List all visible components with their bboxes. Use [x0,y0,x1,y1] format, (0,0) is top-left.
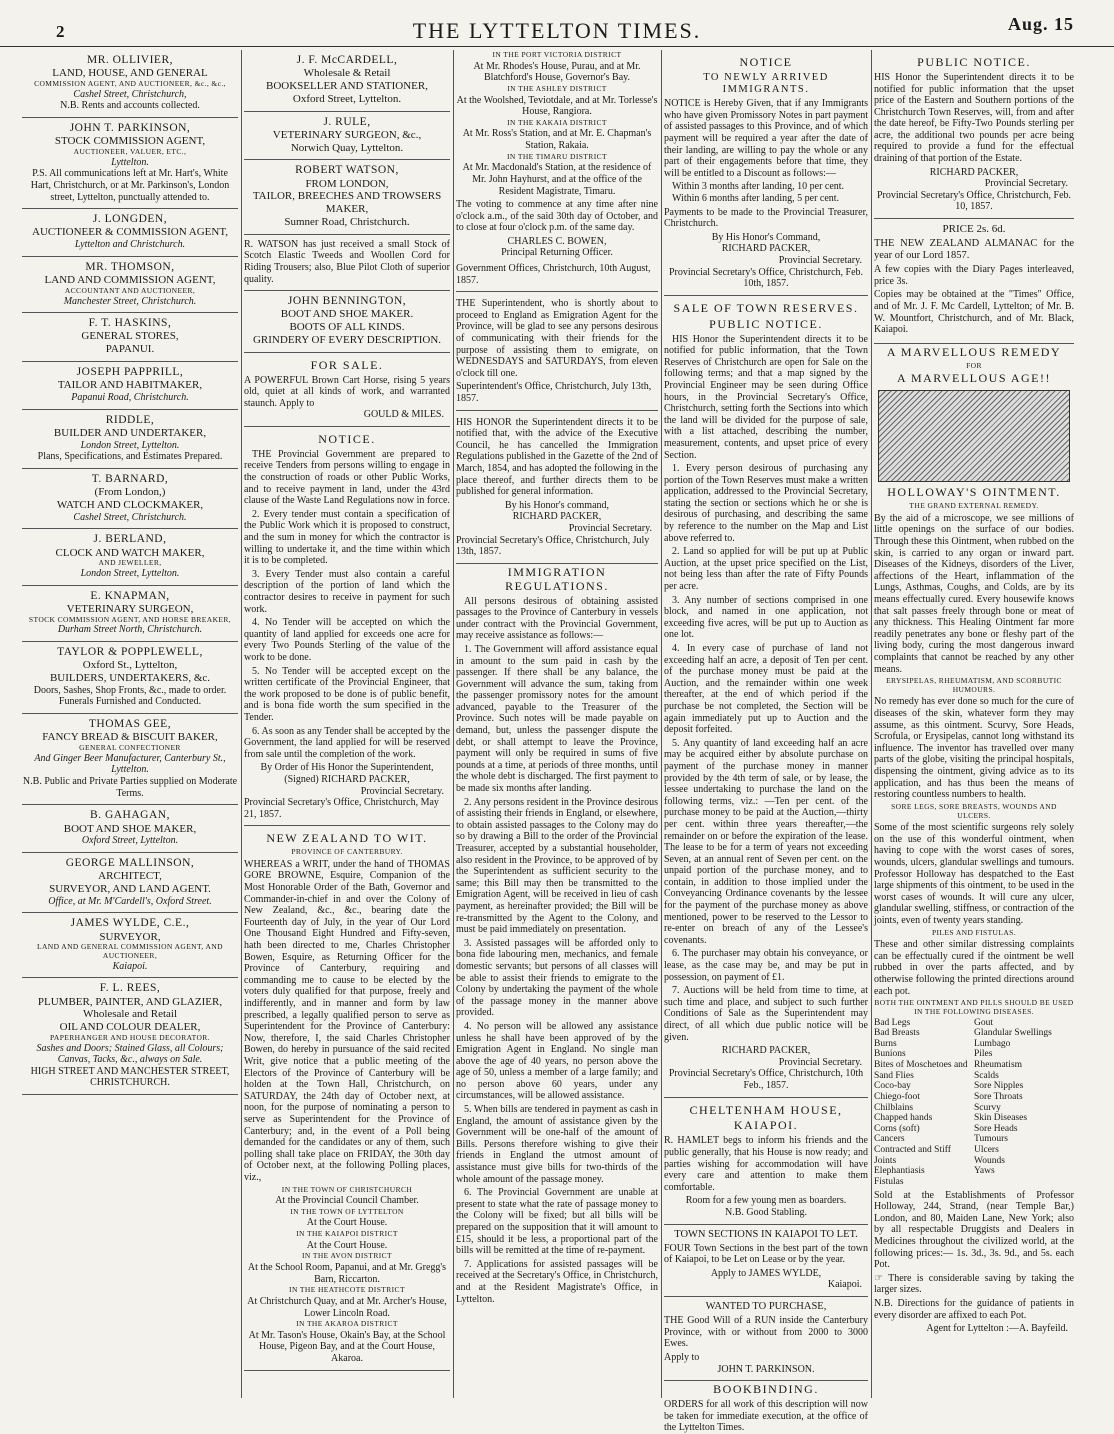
business-card [22,410,238,469]
business-subtitle: ACCOUNTANT AND AUCTIONEER, [64,285,196,295]
business-name: F. L. REES, [99,982,161,995]
polling-district: IN THE HEATHCOTE DISTRICT [289,1285,405,1295]
business-card [22,118,238,209]
disease-item: Skin Diseases [974,1113,1028,1124]
issue-date: Aug. 15 [1007,14,1074,34]
disease-item: Chiego-foot [874,1091,920,1102]
business-name: JAMES WYLDE, C.E., [70,917,190,930]
polling-place: At the Court House. [306,1217,388,1229]
business-line: Oxford Street, Lyttelton. [292,92,402,105]
business-name: J. RULE, [323,115,371,128]
disease-item: Scurvy [974,1102,1001,1113]
polling-district: IN THE TOWN OF CHRISTCHURCH [281,1184,413,1194]
disease-item: Fistulas [874,1176,904,1187]
disease-item: Bunions [874,1049,906,1060]
superintendent-notice: HIS HONOR the Superintendent directs it to be notified that, with the advice of the Executive Council, he has cancelled the Immigration Regulations published in the Gazette of the 2nd of March, 1854, and has adopted the following in the place thereof, and further directs them to be published for general information. By his Honor's command, RICHARD PACKER, Provincial Secretary. Provincial Secretary's Office, Christchurch, July 13th, 1857. [456,411,658,564]
business-line: Wholesale and Retail [82,1008,178,1021]
business-address: Kaiapoi. [112,960,148,972]
disease-item: Bad Breasts [874,1028,920,1039]
business-line: SURVEYOR, [99,930,161,943]
column-5 [874,50,1074,1398]
masthead [0,0,1114,47]
sale-paragraph: 1. Every person desirous of purchasing any portion of the Town Reserves must make a written application, addressed to the Provincial Secretary, stating the section or sections which he or she is desirous of purchasing, and describing the same by reference to the number on the Map and List above referred to. [664,463,868,544]
business-name: T. BARNARD, [91,472,169,485]
business-card [22,529,238,585]
business-address: London Street, Lyttelton. [80,439,180,451]
polling-district: IN THE AVON DISTRICT [301,1251,393,1261]
disease-item: Yaws [974,1166,995,1177]
polling-place: At Mr. Rhodes's House, Purau, and at Mr. Blatchford's House, Governor's Bay. [473,60,641,84]
business-address: Oxford Street, Lyttelton. [81,835,179,847]
business-card [22,362,238,410]
polling-district: IN THE TOWN OF LYTTELTON [290,1206,404,1216]
business-name: E. KNAPMAN, [90,589,170,602]
column-3: IN THE PORT VICTORIA DISTRICT At Mr. Rhodes's House, Purau, and at Mr. Blatchford's House, Governor's Bay. IN THE ASHLEY DISTRICT At the Woolshed, Teviotdale, and at Mr. Torlesse's House, Rangiora. IN THE KAKAIA DISTRICT At Mr. Ross's Station, and at Mr. E. Chapman's Station, Rakaia. IN THE TIMARU DISTRICT At Mr. Macdonald's Station, at the residence of Mr. John Hayhurst, and at the office of the Resident Magistrate, Timaru. The voting to commence at any time after nine o'clock a.m., of the said 30th day of October, and to close at four o'clock p.m. of the same day. CHARLES C. BOWEN, Principal Returning Officer. Government Offices, Christchurch, 10th August, 1857. THE Superintendent, who is shortly about to proceed to England as Emigration Agent for the Province, will be glad to see any persons desirous of communicating with their friends for the purpose of assisting them to emigrate, on WEDNESDAYS and SATURDAYS, from eleven o'clock till one. Superintendent's Office, Christchurch, July 13th, 1857. HIS HONOR the Superintendent directs it to be notified that, with the advice of the Executive Council, he has cancelled the Immigration Regulations published in the Gazette of the 2nd of March, 1854, and has adopted the following in the place thereof, and further directs them to be published for general information. By his Honor's command, RICHARD PACKER, Provincial Secretary. Provincial Secretary's Office, Christchurch, July 13th, 1857. IMMIGRATION REGULATIONS. All persons desirous of obtaining assisted passages to the Province of Canterbury in vessels under contract with the Provincial Government, may receive assistance as follows:— 1. The Government will afford assistance equal in amount to the sum paid in cash by the passenger. If there shall be any balance, the Government will advance the sum, taking from the passenger promissory notes for the amount advanced, payable to the Treasurer of the Province. Such notes will be made payable on demand, but, unless the passenger dispute the debt, or shall attempt to leave the Province, payment will only be required in sums of five pounds at a time, at periods of three months, until the whole debt is discharged. The first payment to be made six months after landing. 2. Any persons resident in the Province desirous of assisting their friends in England, or elsewhere, to obtain assisted passages to the Colony may do so by drawing a Bill to the order of the Provincial Treasurer, accepted by a substantial householder, also resident in the Province, to be approved of by the Superintendent as sufficient security to the same; this Bill may then be transmitted to the Emigration Agent, will be received in lieu of cash payment, as hereinafter provided; the Bill will be re-transmitted by the Agent to the Colony, and must be paid immediately on presentation. 3. Assisted passages will be afforded only to bona fide labouring men, mechanics, and female domestic servants; but persons of all classes will be able to assist their friends to emigrate to the Colony by undertaking the payment of the whole of the passage money in the manner above provided. 4. No person will be allowed any assistance unless he shall have been approved of by the Emigration Agent in England. No single man above the age of 40 years, no person above the age of 50, unless a member of a large family; and no person above 60 years, under any circumstances, will be allowed assistance. 5. When bills are tendered in payment as cash in England, the amount of assistance given by the Government will be one-half of the amount of Bills. Persons therefore wishing to give their friends in England the utmost amount of assistance must give bills for two-thirds of the whole amount of the passage money. 6. The Provincial Government are unable at present to state what the rate of passage money to the Colony will be fixed; but all bills will be prepared on the supposition that it will amount to £15, should it be less, a proportional part of the bills will be remitted at the time of re-payment. 7. Applications for assisted passages will be received at the Secretary's Office, in Christchurch, and at the Resident Magistrate's Office, in Lyttelton. [456,50,658,1305]
business-line: BUILDER AND UNDERTAKER, [53,426,207,439]
column-rule [453,50,454,1398]
business-line: (From London,) [94,486,166,499]
notice-paragraph: 3. Every Tender must also contain a careful description of the portion of land which the contractor desires to receive in payment for such work. [244,568,450,615]
business-card [22,805,238,853]
business-line: Norwich Quay, Lyttelton. [290,141,404,154]
disease-item: Contracted and Stiff Joints [874,1145,951,1166]
bennington-advert: JOHN BENNINGTON, BOOT AND SHOE MAKER. BOOTS OF ALL KINDS. GRINDERY OF EVERY DESCRIPTION. [244,291,450,353]
writ-notice: NEW ZEALAND TO WIT. PROVINCE OF CANTERBURY. WHEREAS a WRIT, under the hand of THOMAS GORE BROWNE, Esquire, Companion of the Most Honorable Order of the Bath, Governor and Commander-in-chief in and over the Colony of New Zealand, &c., &c., bearing date the Fourteenth day of July, in the year of Our Lord One Thousand Eight Hundred and Fifty-seven, hath been directed to me, Charles Christopher Bowen, Esquire, as Returning Officer for the Province of Canterbury, requiring and commanding me to cause to be elected by the voters duly qualified for that purpose, freely and indifferently, and in manner and form by law prescribed, a legally qualified person to serve as Superintendent for the Province of Canterbury: Now, therefore, I, the said Charles Christopher Bowen, do hereby in pursuance of the said recited Writ, give notice that a public meeting of the Electors of the Province of Canterbury will be holden at the Town Hall, Christchurch, on SATURDAY, the 24th day of October next, at noon, for the purpose of nominating a person to serve as Superintendent for the Province of Canterbury; and, in the event of a Poll being demanded for the candidates or any of them, such polling shall take place on FRIDAY, the 30th day of October next, at the following Polling places, viz., IN THE TOWN OF CHRISTCHURCH At the Provincial Council Chamber. IN THE TOWN OF LYTTELTON At the Court House. IN THE KAIAPOI DISTRICT At the Court House. IN THE AVON DISTRICT At the School Room, Papanui, and at Mr. Gregg's Barn, Riccarton. IN THE HEATHCOTE DISTRICT At Christchurch Quay, and at Mr. Archer's House, Lower Lincoln Road. IN THE AKAROA DISTRICT At Mr. Tason's House, Okain's Bay, at the School House, Pigeon Bay, and at the Court House, Akaroa. [244,826,450,1370]
column-rule [871,50,872,1398]
business-line: Wholesale & Retail [303,67,391,80]
disease-item: Cancers [874,1134,905,1145]
immigration-regulations: IMMIGRATION REGULATIONS. All persons desirous of obtaining assisted passages to the Province of Canterbury in vessels under contract with the Provincial Government, may receive assistance as follows:— 1. The Government will afford assistance equal in amount to the sum paid in cash by the passenger. If there shall be any balance, the Government will advance the sum, taking from the passenger promissory notes for the amount advanced, payable to the Treasurer of the Province. Such notes will be made payable on demand, but, unless the passenger dispute the debt, or shall attempt to leave the Province, payment will only be required in sums of five pounds at a time, at periods of three months, until the whole debt is discharged. The first payment to be made six months after landing. 2. Any persons resident in the Province desirous of assisting their friends in England, or elsewhere, to obtain assisted passages to the Colony may do so by drawing a Bill to the order of the Provincial Treasurer, accepted by a substantial householder, also resident in the Province, to be approved of by the Superintendent as sufficient security to the same; this Bill may then be transmitted to the Emigration Agent, will be received in lieu of cash payment, as hereinafter provided; the Bill will be re-transmitted by the Agent to the Colony, and must be paid immediately on presentation. 3. Assisted passages will be afforded only to bona fide labouring men, mechanics, and female domestic servants; but persons of all classes will be able to assist their friends to emigrate to the Colony by undertaking the payment of the whole of the passage money in the manner above provided. 4. No person will be allowed any assistance unless he shall have been approved of by the Emigration Agent in England. No single man above the age of 40 years, no person above the age of 50, unless a member of a large family; and no person above 60 years, under any circumstances, will be allowed assistance. 5. When bills are tendered in payment as cash in England, the amount of assistance given by the Government will be one-half of the amount of Bills. Persons therefore wishing to give their friends in England the utmost amount of assistance must give bills for two-thirds of the whole amount of the passage money. 6. The Provincial Government are unable at present to state what the rate of passage money to the Colony will be fixed; but all bills will be prepared on the supposition that it will amount to £15, should it be less, a proportional part of the bills will be remitted at the time of re-payment. 7. Applications for assisted passages will be received at the Secretary's Office, in Christchurch, and at the Resident Magistrate's Office, in Lyttelton. [456,564,658,1305]
polling-place: At the Woolshed, Teviotdale, and at Mr. Torlesse's House, Rangiora. [456,94,658,118]
business-line: GENERAL STORES, [81,330,179,343]
disease-item: Lumbago [974,1038,1011,1049]
business-address: Office, at Mr. M'Cardell's, Oxford Street. [48,895,212,907]
business-card [22,714,238,805]
disease-item: Chilblains [874,1102,914,1113]
business-subtitle: PAPERHANGER AND HOUSE DECORATOR. [50,1032,210,1042]
business-line: LAND AND COMMISSION AGENT, [44,274,216,287]
column-1 [22,50,238,1398]
sale-paragraph: 3. Any number of sections comprised in one block, and named in one application, not exceeding five acres, will be put up to Auction as one lot. [664,594,868,641]
polling-place: At the Court House. [306,1239,388,1251]
business-line: WATCH AND CLOCKMAKER, [56,498,204,511]
disease-item: Chapped hands [874,1113,933,1124]
page-number: 2 [56,22,65,41]
business-address: Lyttelton and Christchurch. [74,239,186,251]
wanted-advert: WANTED TO PURCHASE, THE Good Will of a RUN inside the Canterbury Province, with or without from 2000 to 3000 Ewes. Apply to JOHN T. PARKINSON. [664,1297,868,1381]
disease-item: Piles [974,1049,993,1060]
disease-item: Ulcers [974,1145,999,1156]
disease-item: Wounds [974,1155,1005,1166]
disease-item: Coco-bay [874,1081,911,1092]
business-card [244,160,450,234]
immigrants-notice: NOTICE TO NEWLY ARRIVED IMMIGRANTS. NOTICE is Hereby Given, that if any Immigrants who have given Promissory Notes in part payment of assisted passages to this Province, and of which payment will be required a year after the date of their landing, are willing to pay the whole or any part of their engagements before that time, they will be entitled to a Discount as follows:— Within 3 months after landing, 10 per cent. Within 6 months after landing, 5 per cent. Payments to be made to the Provincial Treasurer, Christchurch. By His Honor's Command, RICHARD PACKER, Provincial Secretary. Provincial Secretary's Office, Christchurch, Feb. 10th, 1857. [664,50,868,296]
disease-item: Elephantiasis [874,1166,925,1177]
polling-place: At Mr. Macdonald's Station, at the residence of Mr. John Hayhurst, and at the office of the Resident Magistrate, Timaru. [462,162,652,197]
polling-district: IN THE AKAROA DISTRICT [296,1319,398,1329]
business-line: FANCY BREAD & BISCUIT BAKER, [42,731,218,744]
regulation-paragraph: All persons desirous of obtaining assisted passages to the Province of Canterbury in vessels under contract with the Provincial Government, may receive assistance as follows:— [456,595,658,642]
regulation-paragraph: 6. The Provincial Government are unable at present to state what the rate of passage money to the Colony will be fixed; but all bills will be prepared on the supposition that it will amount to £15, should it be less, a proportional part of the bills will be remitted at the time of re-payment. [456,1187,658,1257]
business-card [22,209,238,257]
column-2 [244,50,450,1398]
disease-item: Bites of Moschetoes and Sand Flies [874,1060,968,1081]
regulation-paragraph: 2. Any persons resident in the Province desirous of assisting their friends in England, or elsewhere, to obtain assisted passages to the Colony may do so by drawing a Bill to the order of the Provincial Treasurer, accepted by a substantial householder, also resident in the Province, to be approved of by the Superintendent as sufficient security to the same; this Bill may then be transmitted to the Emigration Agent, will be received in lieu of cash payment, as hereinafter provided; the Bill will be re-transmitted by the Agent to the Colony, and must be paid immediately on presentation. [456,796,658,936]
business-note: Doors, Sashes, Shop Fronts, &c., made to order. Funerals Furnished and Conducted. [33,684,227,708]
tender-notice: NOTICE. THE Provincial Government are prepared to receive Tenders from persons willing to engage in the construction of roads or other Public Works, and to receive payment in land, under the 43rd clause of the Waste Land Regulations now in force. 2. Every tender must contain a specification of the Public Work which it is proposed to construct, and the sum in money for which the contractor is willing to undertake it, and the time within which it is to be completed. 3. Every Tender must also contain a careful description of the portion of land which the contractor desires to receive in payment for such work. 4. No Tender will be accepted on which the quantity of land applied for exceeds one acre for every Two Pounds Sterling of the value of the work to be done. 5. No Tender will be accepted except on the written certificate of the Provincial Engineer, that the work proposed to be done is of public benefit, and is bona fide worth the sum specified in the Tender. 6. As soon as any Tender shall be accepted by the Government, the land applied for will be reserved from sale until the completion of the work. By Order of His Honor the Superintendent, (Signed) RICHARD PACKER, Provincial Secretary. Provincial Secretary's Office, Christchurch, May 21, 1857. [244,427,450,826]
business-address: Lyttelton. [111,156,149,168]
business-subtitle: STOCK COMMISSION AGENT, AND HORSE BREAKER, [28,614,232,624]
disease-item: Corns (soft) [874,1123,920,1134]
business-line: BUILDERS, UNDERTAKERS, &c. [49,672,211,685]
column-rule [661,50,662,1398]
business-name: THOMAS GEE, [88,718,172,731]
business-note: Plans, Specifications, and Estimates Prepared. [37,451,223,463]
business-address: London Street, Lyttelton. [80,568,180,580]
disease-item: Gout [974,1017,993,1028]
business-note: N.B. Public and Private Parties supplied on Moderate Terms. [22,776,238,799]
column-4 [664,50,868,1434]
polling-place: At Mr. Ross's Station, and at Mr. E. Chapman's Station, Rakaia. [462,128,652,152]
business-note: HIGH STREET AND MANCHESTER STREET, CHRISTCHURCH. [30,1065,230,1089]
business-name: JOSEPH PAPPRILL, [76,365,184,378]
business-name: JOHN T. PARKINSON, [69,121,191,134]
polling-district: IN THE KAKAIA DISTRICT [507,117,607,127]
business-card [244,112,450,161]
business-note: N.B. Rents and accounts collected. [60,100,200,112]
business-line: TAILOR AND HABITMAKER, [57,379,203,392]
business-line: STOCK COMMISSION AGENT, [54,135,206,148]
business-line: CLOCK AND WATCH MAKER, [55,546,205,559]
polling-place: At the School Room, Papanui, and at Mr. Gregg's Barn, Riccarton. [247,1262,447,1285]
business-name: B. GAHAGAN, [90,809,170,822]
business-line: VETERINARY SURGEON, &c., [272,128,422,141]
business-line: SURVEYOR, AND LAND AGENT. [49,882,211,895]
business-name: MR. THOMSON, [85,260,175,273]
cheltenham-house-advert: CHELTENHAM HOUSE, KAIAPOI. R. HAMLET begs to inform his friends and the public generally, that his House is now ready; and parties wishing for accommodation will have every care and attention to make them comfortable. Room for a few young men as boarders. N.B. Good Stabling. [664,1098,868,1225]
regulation-paragraph: 7. Applications for assisted passages will be received at the Secretary's Office, in Christchurch, and at the Resident Magistrate's Office, in Lyttelton. [456,1258,658,1305]
business-name: TAYLOR & POPPLEWELL, [57,646,203,659]
holloway-engraving [878,390,1070,482]
polling-place: At Mr. Tason's House, Okain's Bay, at the School House, Pigeon Bay, and at the Court House, Akaroa. [248,1329,446,1364]
bookbinding-advert: BOOKBINDING. ORDERS for all work of this description will now be taken for immediate execution, at the office of the Lyttelton Times. [664,1382,868,1434]
business-line: TAILOR, BREECHES AND TROWSERS MAKER, [252,190,442,216]
business-line: VETERINARY SURGEON, [66,603,194,615]
business-line: OIL AND COLOUR DEALER, [59,1021,201,1034]
business-name: MR. OLLIVIER, [86,54,174,66]
polling-place: At Christchurch Quay, and at Mr. Archer's House, Lower Lincoln Road. [247,1295,447,1319]
notice-paragraph: 2. Every tender must contain a specification of the Public Work which it is proposed to construct, and the sum in money for which the contractor is willing to undertake it, and the time within which it is to be completed. [244,508,450,567]
business-subtitle: LAND AND GENERAL COMMISSION AGENT, AND AUCTIONEER, [36,942,224,961]
regulation-paragraph: 3. Assisted passages will be afforded only to bona fide labouring men, mechanics, and female domestic servants; but persons of all classes will be able to assist their friends to emigrate to the Colony by undertaking the payment of the whole of the passage money in the manner above provided. [456,937,658,1019]
public-notice: PUBLIC NOTICE. HIS Honor the Superintendent directs it to be notified for public information that the upset price of the Eastern and Southern portions of the Christchurch Town Reserves, will, from and after the date hereof, be Fifty-Two Pounds sterling per acre, the additional two pounds per acre being required to provide a fund for the effectual draining of that portion of the Estate. RICHARD PACKER, Provincial Secretary. Provincial Secretary's Office, Christchurch, Feb. 10, 1857. [874,50,1074,219]
business-name: ROBERT WATSON, [295,164,399,177]
business-subtitle: GENERAL CONFECTIONER [79,743,181,753]
disease-item: Sore Heads [974,1123,1018,1134]
sale-paragraph: 7. Auctions will be held from time to time, at such time and place, and subject to such further Conditions of Sale as the Superintendent may direct, of all which due public notice will be given. [664,985,868,1043]
notice-paragraph: THE Provincial Government are prepared to receive Tenders from persons willing to engage in the construction of roads or other Public Works, and to receive payment in land, under the 43rd clause of the Waste Land Regulations now in force. [244,448,450,507]
business-card [244,50,450,112]
notice-paragraph: 5. No Tender will be accepted except on the written certificate of the Provincial Engineer, that the work proposed to be done is of public benefit, and is bona fide worth the sum specified in the Tender. [244,665,450,723]
business-name: F. T. HASKINS, [88,317,172,330]
business-line: PLUMBER, PAINTER, AND GLAZIER, [37,995,223,1008]
business-address: Sashes and Doors; Stained Glass, all Colours; Canvas, Tacks, &c., always on Sale. [36,1042,224,1066]
regulation-paragraph: 4. No person will be allowed any assistance unless he shall have been approved of by the Emigration Agent in England. No single man above the age of 40 years, no person above the age of 50, unless a member of a large family; and no person above 60 years, under any circumstances, will be allowed assistance. [456,1020,658,1102]
notice-paragraph: 6. As soon as any Tender shall be accepted by the Government, the land applied for will be reserved from sale until the completion of the work. [244,725,450,760]
business-line: PAPANUI. [105,343,155,356]
business-address: And Ginger Beer Manufacturer, Canterbury St., Lyttelton. [34,752,226,776]
polling-district: IN THE KAIAPOI DISTRICT [296,1229,398,1239]
business-subtitle: COMMISSION AGENT, AND AUCTIONEER, &c., &c., [34,79,226,89]
business-name: J. LONGDEN, [92,213,168,226]
disease-item: Sore Nipples [974,1081,1024,1092]
disease-item: Scalds [974,1070,999,1081]
disease-item: Rheumatism [974,1060,1023,1071]
business-line: BOOT AND SHOE MAKER, [63,822,197,835]
business-name: RIDDLE, [105,413,155,426]
column-rule [241,50,242,1398]
sale-paragraph: 2. Land so applied for will be put up at Public Auction, at the upset price specified on the List, not being less than after the rate of Fifty Pounds per acre. [664,546,868,593]
business-card [22,586,238,642]
business-address: Cashel Street, Christchurch. [73,511,187,523]
sale-paragraph: 5. Any quantity of land exceeding half an acre may be acquired either by absolute purchase on payment of the purchase money in manner provided by the 4th term of sale, or by lease, the lessee undertaking to purchase the land on the following terms, viz.: —Ten per cent. of the purchase money to be paid at the Auction,—thirty per cent. within three years thereafter,—the remainder on or before the expiration of the lease. The lease to be for a term of years not exceeding Seven, at an annual rent of Seven per cent. on the unpaid portion of the purchase money, and to contain, in addition to those implied under the Conveyancing Ordinance covenants by the lessee for the payment of the purchase money as above mentioned, power to be reserved to the Lessor to re-enter on breach of any of the Lessee's covenants. [664,737,868,946]
holloway-advert: A MARVELLOUS REMEDY FOR A MARVELLOUS AGE!! HOLLOWAY'S OINTMENT. THE GRAND EXTERNAL REMEDY. By the aid of a microscope, we see millions of little openings on the surface of our bodies. Through these this Ointment, when rubbed on the skin, is carried to any organ or inward part. Diseases of the Kidneys, disorders of the Liver, affections of the Heart, inflammation of the Lungs, Asthmas, Coughs, and Colds, are by its means effectually cured. Every housewife knows that salt passes freely through bone or meat of any thickness. This Healing Ointment far more readily penetrates any bone or fleshy part of the living body, curing the most dangerous inward complaints that cannot be reached by any other means. ERYSIPELAS, RHEUMATISM, AND SCORBUTIC HUMOURS. No remedy has ever done so much for the cure of diseases of the skin, whatever form they may assume, as this ointment. Scurvy, Sore Heads, Scrofula, or Erysipelas, cannot long withstand its influence. The inventor has travelled over many parts of the globe, visiting the principal hospitals, dispensing the ointment, giving advice as to its application, and has thus been the means of restoring countless numbers to health. SORE LEGS, SORE BREASTS, WOUNDS AND ULCERS. Some of the most scientific surgeons rely solely on the use of this wonderful ointment, when having to cope with the worst cases of sores, wounds, ulcers, glandular swellings and tumours. Professor Holloway has despatched to the East large shipments of this ointment, to be used in the worst cases of wounds. It will cure any ulcer, glandular swelling, stiffness, or contraction of the joints, even of twenty years standing. PILES AND FISTULAS. These and other similar distressing complaints can be effectually cured if the ointment be well rubbed in over the parts affected, and by otherwise following the printed directions around each pot. BOTH THE OINTMENT AND PILLS SHOULD BE USED IN THE FOLLOWING DISEASES. Bad Legs Bad Breasts Burns Bunions Bites of Moschetoes and Sand Flies Coco-bay Chiego-foot Chilblains Chapped hands Corns (soft) Cancers Contracted and Stiff Joints Elephantiasis Fistulas Gout Glandular Swellings Lumbago Piles Rheumatism Scalds Sore Nipples Sore Throats Scurvy Skin Diseases Sore Heads Tumours Ulcers Wounds Yaws Sold at the Establishments of Professor Holloway, 244, Strand, (near Temple Bar,) London, and 80, Maiden Lane, New York; also by all respectable Druggists and Dealers in Medicines throughout the civilized world, at the following prices:— 1s. 3d., 3s. 9d., and 5s. each Pot. ☞ There is considerable saving by taking the larger sizes. N.B. Directions for the guidance of patients in every disorder are affixed to each Pot. Agent for Lyttelton :—A. Bayfeild. [874,344,1074,1335]
regulation-paragraph: 5. When bills are tendered in payment as cash in England, the amount of assistance given by the Government will be one-half of the amount of Bills. Persons therefore wishing to give their friends in England the utmost amount of assistance must give bills for two-thirds of the whole amount of the passage money. [456,1104,658,1185]
business-subtitle: AUCTIONEER, VALUER, ETC., [73,147,187,157]
regulation-paragraph: 1. The Government will afford assistance equal in amount to the sum paid in cash by the passenger. If there shall be any balance, the Government will advance the sum, taking from the passenger promissory notes for the amount advanced, payable to the Treasurer of the Province. Such notes will be made payable on demand, but, unless the passenger dispute the debt, or shall attempt to leave the Province, payment will only be required in sums of five pounds at a time, at periods of three months, until the whole debt is discharged. The first payment to be made six months after landing. [456,643,658,795]
polling-district: IN THE ASHLEY DISTRICT [507,83,607,93]
business-card [22,257,238,313]
sale-paragraph: 6. The purchaser may obtain his conveyance, or lease, as the case may be, and may be put in possession, on payment of £1. [664,948,868,983]
business-line: FROM LONDON, [305,177,389,190]
business-name: J. BERLAND, [93,533,167,546]
polling-district: IN THE TIMARU DISTRICT [507,151,607,161]
business-card [22,978,238,1095]
business-address: Durham Street North, Christchurch. [57,624,203,636]
emigration-agent-notice: THE Superintendent, who is shortly about to proceed to England as Emigration Agent for the Province, will be glad to see any persons desirous of communicating with their friends for the purpose of assisting them to emigrate, on WEDNESDAYS and SATURDAYS, from eleven o'clock till one. Superintendent's Office, Christchurch, July 13th, 1857. [456,292,658,410]
business-address: Cashel Street, Christchurch, [73,88,187,100]
business-card [22,469,238,529]
business-card [22,313,238,362]
business-line: Oxford St., Lyttelton, [82,659,178,672]
town-reserves-sale: SALE OF TOWN RESERVES. PUBLIC NOTICE. HIS Honor the Superintendent directs it to be notified for public information, that the Town Reserves of Christchurch are open for Sale on the following terms; and that a map signed by the Provincial Engineer may be seen during Office hours, in the Provincial Secretary's Office, Christchurch, setting forth the Sections into which the land will be divided for the purpose of sale, with a list attached, describing the number, measurement, contents, and upset price of every Section. 1. Every person desirous of purchasing any portion of the Town Reserves must make a written application, addressed to the Provincial Secretary, stating the section or sections which he or she is desirous of purchasing, and describing the same by reference to the number on the Map and List above referred to. 2. Land so applied for will be put up at Public Auction, at the upset price specified on the List, not being less than after the rate of Fifty Pounds per acre. 3. Any number of sections comprised in one block, and named in one application, not exceeding five acres, will be put up to Auction as one lot. 4. In every case of purchase of land not exceeding half an acre, a deposit of Ten per cent. of the purchase money must be paid at the Auction, and the remainder within one week thereafter, at the end of which period if the purchase be not completed, the Section will be again immediately put up to Auction and the deposit forfeited. 5. Any quantity of land exceeding half an acre may be acquired either by absolute purchase on payment of the purchase money in manner provided by the 4th term of sale, or by lease, the lessee undertaking to purchase the land on the following terms, viz.: —Ten per cent. of the purchase money to be paid at the Auction,—thirty per cent. within three years thereafter,—the remainder on or before the expiration of the lease. The lease to be for a term of years not exceeding Seven, at an annual rent of Seven per cent. on the unpaid portion of the purchase money, and to contain, in addition to those implied under the Conveyancing Ordinance covenants by the lessee for the payment of the purchase money as above mentioned, power to be reserved to the Lessor to re-enter on breach of any of the Lessee's covenants. 6. The purchaser may obtain his conveyance, or lease, as the case may be, and may be put in possession, on payment of £1. 7. Auctions will be held from time to time, at such time and place, and subject to such further Conditions of Sale as the Superintendent may direct, of all which due public notice will be given. RICHARD PACKER, Provincial Secretary. Provincial Secretary's Office, Christchurch, 10th Feb., 1857. [664,296,868,1098]
for-sale-advert: FOR SALE. A POWERFUL Brown Cart Horse, rising 5 years old, quiet at all kinds of work, and warranted staunch. Apply to GOULD & MILES. [244,353,450,427]
business-line: Sumner Road, Christchurch. [284,215,410,228]
business-line: ARCHITECT, [98,870,162,883]
business-line: AUCTIONEER & COMMISSION AGENT, [32,226,228,239]
disease-item: Tumours [974,1134,1008,1145]
business-address: Papanui Road, Christchurch. [71,392,189,404]
business-line: LAND, HOUSE, AND GENERAL [52,67,208,80]
watson-advert: R. WATSON has just received a small Stock of Scotch Elastic Tweeds and Woollen Cord for Riding Trousers; also, Blue Pilot Cloth of superior quality. [244,235,450,291]
polling-place: At the Provincial Council Chamber. [275,1195,419,1207]
business-subtitle: AND JEWELLER, [98,558,162,568]
business-card [22,642,238,714]
business-line: BOOKSELLER AND STATIONER, [266,80,428,93]
business-address: Manchester Street, Christchurch. [63,295,197,307]
business-note: P.S. All communications left at Mr. Hart's, White Hart, Christchurch, or at Mr. Parkinson's, London street, Lyttelton, punctually attended to. [30,168,230,203]
disease-item: Burns [874,1038,897,1049]
disease-item: Glandular Swellings [974,1028,1052,1039]
business-name: J. F. McCARDELL, [296,54,398,66]
sale-paragraph: HIS Honor the Superintendent directs it to be notified for public information, that the Town Reserves of Christchurch are open for Sale on the following terms; and that a map signed by the Provincial Engineer may be seen during Office hours, in the Provincial Secretary's Office, Christchurch, setting forth the Sections into which the land will be divided for the purpose of sale, with a list attached, describing the number, measurement, contents, and upset price of every Section. [664,333,868,461]
disease-item: Bad Legs [874,1017,911,1028]
business-name: GEORGE MALLINSON, [65,856,195,869]
business-card [22,50,238,118]
almanac-advert: PRICE 2s. 6d. THE NEW ZEALAND ALMANAC for the year of our Lord 1857. A few copies with the Diary Pages interleaved, price 3s. Copies may be obtained at the "Times" Office, and of Mr. J. F. Mc Cardell, Lyttelton; of Mr. B. W. Mountfort, Christchurch, and of Mr. Black, Kaiapoi. [874,219,1074,344]
business-card [22,913,238,978]
notice-paragraph: 4. No Tender will be accepted on which the quantity of land applied for exceeds one acre for every Two Pounds Sterling of the value of the work to be done. [244,617,450,663]
business-card [22,853,238,913]
kaiapoi-sections-advert: TOWN SECTIONS IN KAIAPOI TO LET. FOUR Town Sections in the best part of the town of Kaiapoi, to be Let on Lease or by the year. Apply to JAMES WYLDE, Kaiapoi. [664,1225,868,1298]
sale-paragraph: 4. In every case of purchase of land not exceeding half an acre, a deposit of Ten per cent. of the purchase money must be paid at the Auction, and the remainder within one week thereafter, at the end of which period if the purchase be not completed, the Section will be again immediately put up to Auction and the deposit forfeited. [664,643,868,736]
diseases-list [874,1018,1074,1188]
disease-item: Sore Throats [974,1091,1023,1102]
newspaper-title: THE LYTTELTON TIMES. [412,18,702,43]
polling-district: IN THE PORT VICTORIA DISTRICT [492,50,622,59]
